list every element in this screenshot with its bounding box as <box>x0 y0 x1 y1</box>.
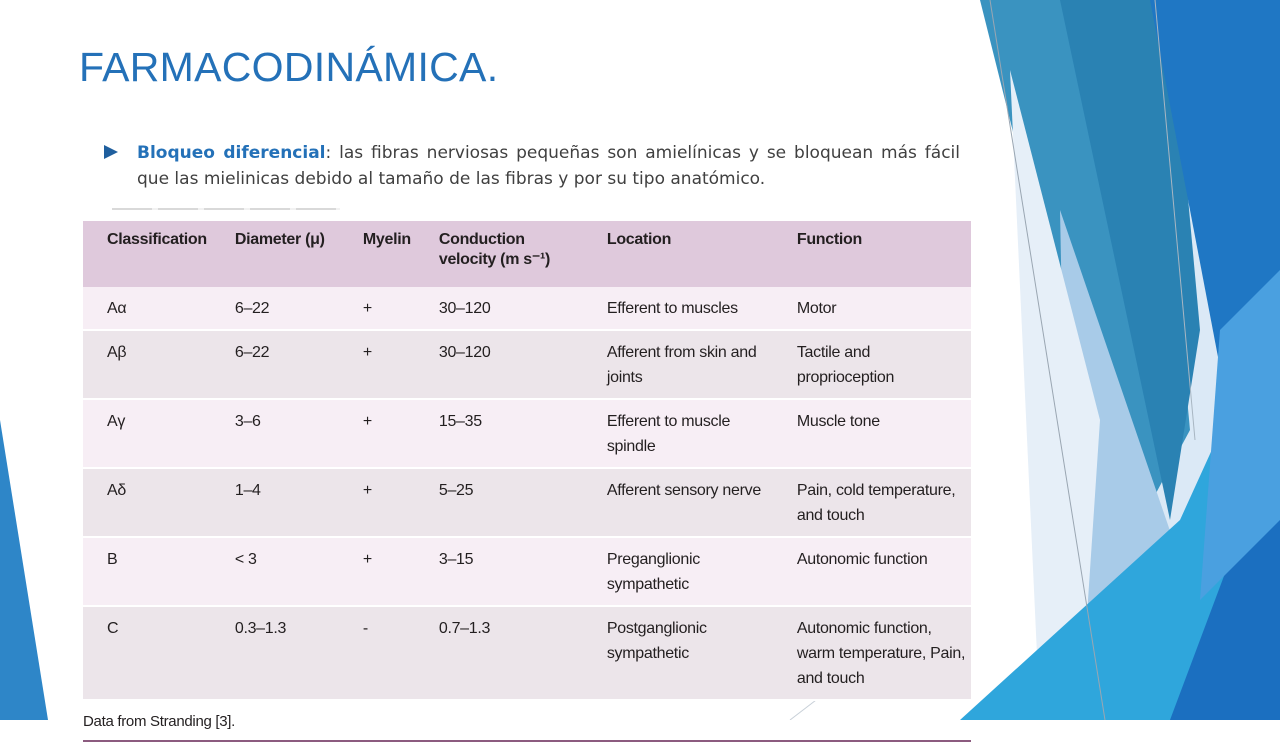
bullet-point <box>104 140 960 192</box>
table-row <box>83 606 971 700</box>
cell-myelin: + <box>362 413 372 430</box>
cell-myelin: + <box>362 344 372 361</box>
cell-diameter: 6–22 <box>234 344 270 361</box>
faint-rule <box>112 208 340 210</box>
cell-velocity: 15–35 <box>438 413 482 430</box>
table-row <box>83 537 971 606</box>
cell-diameter: 1–4 <box>234 482 261 499</box>
bullet-term: Bloqueo diferencial <box>137 143 326 163</box>
triangle-bullet-icon <box>104 145 118 159</box>
cell-myelin: - <box>362 620 368 637</box>
header-myelin: Myelin <box>362 231 411 248</box>
cell-classification: Aα <box>107 300 127 317</box>
cell-classification: C <box>107 620 119 637</box>
cell-myelin: + <box>362 300 372 317</box>
cell-function: Muscle tone <box>796 413 880 430</box>
cell-location: Efferent to muscle spindle <box>606 413 731 455</box>
table-row <box>83 287 971 330</box>
cell-diameter: < 3 <box>234 551 257 568</box>
cell-myelin: + <box>362 482 372 499</box>
cell-diameter: 0.3–1.3 <box>234 620 287 637</box>
left-edge-shape <box>0 420 48 720</box>
cell-function: Tactile and proprioception <box>796 344 895 386</box>
cell-function: Pain, cold temperature, and touch <box>796 482 956 524</box>
table-row <box>83 399 971 468</box>
cell-location: Efferent to muscles <box>606 300 738 317</box>
cell-velocity: 5–25 <box>438 482 474 499</box>
fiber-classification-table <box>83 221 971 742</box>
header-conduction-velocity: Conduction velocity (m s⁻¹) <box>438 231 551 268</box>
header-location: Location <box>606 231 672 248</box>
header-diameter: Diameter (μ) <box>234 231 325 248</box>
cell-velocity: 3–15 <box>438 551 474 568</box>
cell-diameter: 3–6 <box>234 413 261 430</box>
table-header-row <box>83 221 971 287</box>
cell-function: Autonomic function <box>796 551 928 568</box>
cell-location: Preganglionic sympathetic <box>606 551 700 593</box>
cell-location: Afferent sensory nerve <box>606 482 761 499</box>
cell-function: Autonomic function, warm temperature, Pain, and touch <box>796 620 966 687</box>
cell-diameter: 6–22 <box>234 300 270 317</box>
cell-myelin: + <box>362 551 372 568</box>
table-footnote: Data from Stranding [3]. <box>83 713 236 730</box>
cell-location: Afferent from skin and joints <box>606 344 757 386</box>
bullet-description: : las fibras nerviosas pequeñas son amielínicas y se bloquean más fácil que las mielinicas debido al tamaño de las fibras y por su tipo anatómico. <box>137 143 960 189</box>
cell-velocity: 30–120 <box>438 300 491 317</box>
header-function: Function <box>796 231 862 248</box>
cell-classification: Aδ <box>107 482 126 499</box>
bullet-text <box>137 140 960 192</box>
header-classification: Classification <box>107 231 207 248</box>
cell-function: Motor <box>796 300 837 317</box>
cell-classification: B <box>107 551 118 568</box>
slide-title: FARMACODINÁMICA. <box>79 44 499 90</box>
cell-classification: Aβ <box>107 344 127 361</box>
cell-velocity: 30–120 <box>438 344 491 361</box>
cell-location: Postganglionic sympathetic <box>606 620 707 662</box>
table-row <box>83 330 971 399</box>
cell-velocity: 0.7–1.3 <box>438 620 491 637</box>
cell-classification: Aγ <box>107 413 126 430</box>
table-row <box>83 468 971 537</box>
